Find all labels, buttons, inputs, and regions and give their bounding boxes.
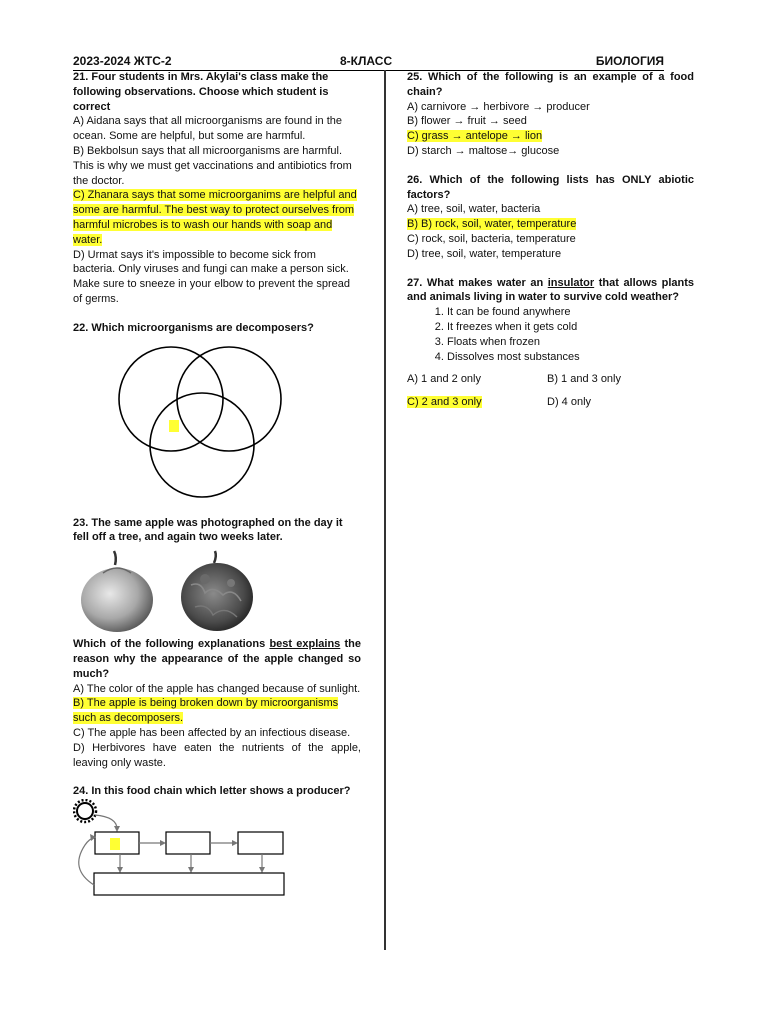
column-divider <box>384 70 386 950</box>
venn-circle-1 <box>119 347 223 451</box>
q26-option-b: B) B) rock, soil, water, temperature <box>407 218 577 231</box>
q21-option-b: B) Bekbolsun says that all microorganisms are harmful. This is why we must get vaccinations and antibiotics from the doctor. <box>73 144 352 187</box>
q27-options-row-1 <box>407 372 694 387</box>
sun-arrow <box>95 815 117 829</box>
q26-option-a: A) tree, soil, water, bacteria <box>407 203 541 216</box>
header-grade: 8-КЛАСС <box>340 54 393 68</box>
q21-option-a: A) Aidana says that all microorganisms are found in the ocean. Some are helpful, but some are harmful. <box>73 115 343 143</box>
q27-item-4: 4. Dissolves most substances <box>447 350 694 365</box>
q27-option-c: C) 2 and 3 only <box>407 396 482 409</box>
q25-option-d: D) starch → maltose→ glucose <box>407 144 560 157</box>
q26-option-d: D) tree, soil, water, temperature <box>407 247 562 260</box>
q27-option-a: A) 1 and 2 only <box>407 373 481 386</box>
q27-option-b: B) 1 and 3 only <box>547 373 621 386</box>
venn-circle-2 <box>177 347 281 451</box>
q27-underline-word: insulator <box>547 276 595 289</box>
decomposer-box <box>94 873 284 895</box>
left-column <box>73 70 361 909</box>
q27-option-d: D) 4 only <box>547 396 592 409</box>
venn-answer-marker <box>169 420 179 432</box>
q26-option-c: C) rock, soil, bacteria, temperature <box>407 232 576 245</box>
fresh-apple-image <box>81 551 153 632</box>
food-chain-box-3 <box>238 832 283 854</box>
q27-item-1: 1. It can be found anywhere <box>447 305 694 320</box>
q27-item-3: 3. Floats when frozen <box>447 335 694 350</box>
header-year-class: 2023-2024 ЖТС-2 <box>73 54 172 68</box>
right-column <box>407 70 694 410</box>
q23-option-d: D) Herbivores have eaten the nutrients of the apple, leaving only waste. <box>73 741 361 769</box>
header-subject: БИОЛОГИЯ <box>595 54 664 68</box>
food-chain-diagram <box>73 799 361 909</box>
q23-question: Which of the following explanations best explains the reason why the appearance of the apple changed so much? <box>73 638 362 680</box>
apple-photos <box>73 545 361 635</box>
q25-option-a: A) carnivore → herbivore → producer <box>407 100 590 113</box>
q23-underline-phrase: best explains <box>269 638 341 651</box>
q27-prompt: 27. What makes water an insulator that allows plants and animals living in water to survive cold weather? <box>407 276 694 304</box>
rotten-apple-image <box>181 551 253 631</box>
q21-option-c: C) Zhanara says that some microorganims are helpful and some are harmful. The best way to protect ourselves from harmful microbes is to wash our hands with soap and water. <box>73 189 357 246</box>
q23-option-c: C) The apple has been affected by an infectious disease. <box>73 726 351 739</box>
q23-prompt: 23. The same apple was photographed on the day it fell off a tree, and again two weeks later. <box>73 516 343 544</box>
q21-prompt: 21. Four students in Mrs. Akylai's class make the following observations. Choose which student is correct <box>73 71 329 113</box>
q24-prompt: 24. In this food chain which letter shows a producer? <box>73 785 351 798</box>
sun-icon <box>74 800 96 822</box>
q25-option-b: B) flower → fruit → seed <box>407 115 527 128</box>
q26-prompt: 26. Which of the following lists has ONLY abiotic factors? <box>407 173 694 201</box>
q27-item-2: 2. It freezes when it gets cold <box>447 320 694 335</box>
q22-prompt: 22. Which microorganisms are decomposers? <box>73 321 314 334</box>
venn-diagram <box>73 336 361 506</box>
q23-option-b: B) The apple is being broken down by microorganisms such as decomposers. <box>73 697 339 725</box>
venn-circle-3 <box>150 393 254 497</box>
q27-options-row-2 <box>407 395 694 410</box>
q23-option-a: A) The color of the apple has changed because of sunlight. <box>73 682 361 695</box>
q21-option-d: D) Urmat says it's impossible to become sick from bacteria. Only viruses and fungi can make a person sick. Make sure to sneeze in your elbow to prevent the spread of germs. <box>73 248 350 305</box>
recycle-arrow <box>79 837 95 885</box>
q25-option-c: C) grass → antelope → lion <box>407 130 543 143</box>
page-header <box>73 54 664 71</box>
q27-statement-list <box>407 305 694 364</box>
q25-prompt: 25. Which of the following is an example of a food chain? <box>407 71 694 98</box>
food-chain-box-2 <box>166 832 210 854</box>
food-chain-answer-marker <box>110 838 120 850</box>
